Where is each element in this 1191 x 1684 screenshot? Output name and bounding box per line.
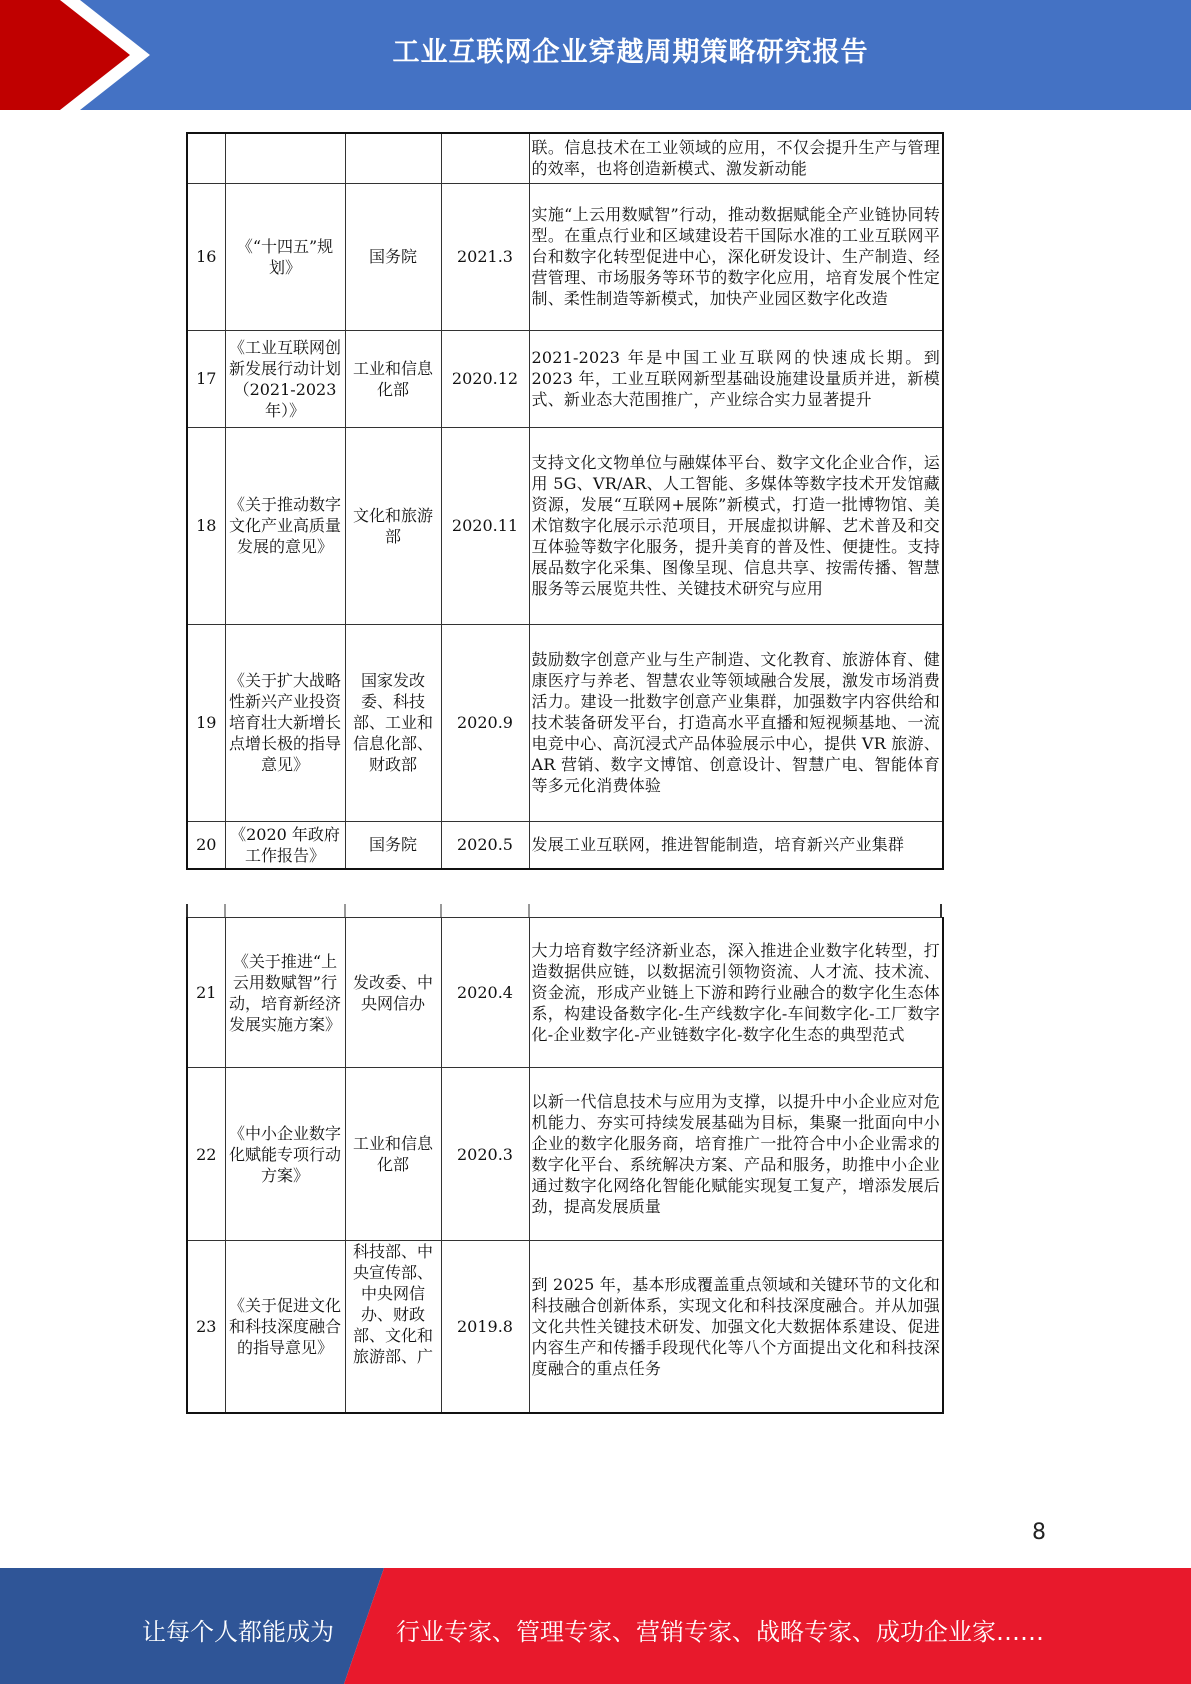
- table-row: [187, 918, 943, 1068]
- cell-content: 大力培育数字经济新业态，深入推进企业数字化转型，打造数据供应链，以数据流引领物资流、人才流、技术流、资金流，形成产业链上下游和跨行业融合的数字化生态体系，构建设备数字化-生产线数字化-车间数字化-工厂数字化-企业数字化-产业链数字化-数字化生态的典型范式: [529, 918, 943, 1068]
- cell-content: 到 2025 年，基本形成覆盖重点领域和关键环节的文化和科技融合创新体系，实现文化和科技深度融合。并从加强文化共性关键技术研发、加强文化大数据体系建设、促进内容生产和传播手段现代化等八个方面提出文化和科技深度融合的重点任务: [529, 1241, 943, 1413]
- cell-department: 工业和信息化部: [345, 330, 441, 427]
- cell-content: 2021-2023 年是中国工业互联网的快速成长期。到 2023 年，工业互联网新型基础设施建设量质并进，新模式、新业态大范围推广，产业综合实力显著提升: [529, 330, 943, 427]
- cell-department: 国务院: [345, 821, 441, 869]
- cell-policy-name: 《关于推进“上云用数赋智”行动，培育新经济发展实施方案》: [225, 918, 345, 1068]
- cell-number: 20: [187, 821, 225, 869]
- cell-department: 文化和旅游部: [345, 427, 441, 624]
- cell-department: 发改委、中央网信办: [345, 918, 441, 1068]
- page-header: [0, 0, 1191, 110]
- cell-policy-name: 《“十四五”规划》: [225, 183, 345, 330]
- cell-policy-name: 《工业互联网创新发展行动计划（2021-2023年）》: [225, 330, 345, 427]
- cell-number: [187, 133, 225, 183]
- page-number: 8: [1032, 1520, 1046, 1545]
- page-footer: [0, 1568, 1191, 1684]
- cell-department: 国务院: [345, 183, 441, 330]
- cell-content: 实施“上云用数赋智”行动，推动数据赋能全产业链协同转型。在重点行业和区域建设若干国际水准的工业互联网平台和数字化转型促进中心，深化研发设计、生产制造、经营管理、市场服务等环节的数字化应用，培育发展个性定制、柔性制造等新模式，加快产业园区数字化改造: [529, 183, 943, 330]
- cell-date: 2020.5: [441, 821, 529, 869]
- table-row: [187, 133, 943, 183]
- cell-department: 工业和信息化部: [345, 1068, 441, 1241]
- table-row: [187, 1068, 943, 1241]
- cell-number: 21: [187, 918, 225, 1068]
- policy-table-bottom: [186, 917, 944, 1414]
- table-row: [187, 1241, 943, 1413]
- footer-slogan-right: 行业专家、管理专家、营销专家、战略专家、成功企业家……: [396, 1618, 1044, 1646]
- cell-content: 以新一代信息技术与应用为支撑，以提升中小企业应对危机能力、夯实可持续发展基础为目标，集聚一批面向中小企业的数字化服务商，培育推广一批符合中小企业需求的数字化平台、系统解决方案、产品和服务，助推中小企业通过数字化网络化智能化赋能实现复工复产，增添发展后劲，提高发展质量: [529, 1068, 943, 1241]
- cell-department: 科技部、中央宣传部、中央网信办、财政部、文化和旅游部、广: [345, 1241, 441, 1413]
- cell-department: 国家发改委、科技部、工业和信息化部、财政部: [345, 624, 441, 821]
- cell-date: 2020.9: [441, 624, 529, 821]
- cell-number: 16: [187, 183, 225, 330]
- cell-date: 2020.4: [441, 918, 529, 1068]
- cell-number: 17: [187, 330, 225, 427]
- cell-date: 2020.3: [441, 1068, 529, 1241]
- cell-number: 18: [187, 427, 225, 624]
- cell-date: 2020.12: [441, 330, 529, 427]
- cell-policy-name: 《关于推动数字文化产业高质量发展的意见》: [225, 427, 345, 624]
- table-break-lines: [186, 872, 946, 917]
- table-row: [187, 330, 943, 427]
- table-row: [187, 183, 943, 330]
- cell-date: [441, 133, 529, 183]
- cell-policy-name: 《2020 年政府工作报告》: [225, 821, 345, 869]
- cell-policy-name: [225, 133, 345, 183]
- cell-date: 2021.3: [441, 183, 529, 330]
- cell-content: 发展工业互联网，推进智能制造，培育新兴产业集群: [529, 821, 943, 869]
- cell-policy-name: 《关于促进文化和科技深度融合的指导意见》: [225, 1241, 345, 1413]
- cell-content: 联。信息技术在工业领域的应用，不仅会提升生产与管理的效率，也将创造新模式、激发新动能: [529, 133, 943, 183]
- table-row: [187, 427, 943, 624]
- cell-content: 鼓励数字创意产业与生产制造、文化教育、旅游体育、健康医疗与养老、智慧农业等领域融合发展，激发市场消费活力。建设一批数字创意产业集群，加强数字内容供给和技术装备研发平台，打造高水平直播和短视频基地、一流电竞中心、高沉浸式产品体验展示中心，提供 VR 旅游、AR 营销、数字文博馆、创意设计、智慧广电、智能体育等多元化消费体验: [529, 624, 943, 821]
- policy-table-top: [186, 132, 944, 870]
- table-row: [187, 821, 943, 869]
- cell-number: 19: [187, 624, 225, 821]
- report-title: 工业互联网企业穿越周期策略研究报告: [392, 37, 869, 68]
- cell-number: 23: [187, 1241, 225, 1413]
- cell-number: 22: [187, 1068, 225, 1241]
- cell-date: 2019.8: [441, 1241, 529, 1413]
- footer-slogan-left: 让每个人都能成为: [142, 1618, 334, 1646]
- cell-content: 支持文化文物单位与融媒体平台、数字文化企业合作，运用 5G、VR/AR、人工智能、多媒体等数字技术开发馆藏资源，发展“互联网+展陈”新模式，打造一批博物馆、美术馆数字化展示示范项目，开展虚拟讲解、艺术普及和交互体验等数字化服务，提升美育的普及性、便捷性。支持展品数字化采集、图像呈现、信息共享、按需传播、智慧服务等云展览共性、关键技术研究与应用: [529, 427, 943, 624]
- cell-policy-name: 《关于扩大战略性新兴产业投资培育壮大新增长点增长极的指导意见》: [225, 624, 345, 821]
- table-row: [187, 624, 943, 821]
- cell-policy-name: 《中小企业数字化赋能专项行动方案》: [225, 1068, 345, 1241]
- cell-department: [345, 133, 441, 183]
- cell-date: 2020.11: [441, 427, 529, 624]
